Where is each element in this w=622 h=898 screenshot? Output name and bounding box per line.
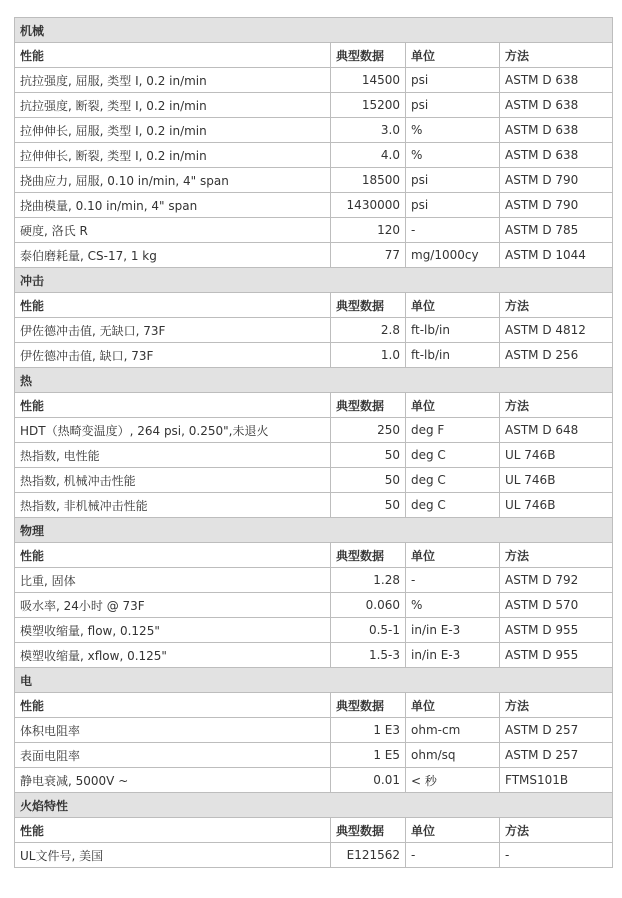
section-header-row xyxy=(15,668,613,693)
column-header-property: 性能 xyxy=(15,43,331,68)
column-header-row xyxy=(15,293,613,318)
cell-property: 抗拉强度, 屈服, 类型 I, 0.2 in/min xyxy=(15,68,331,93)
cell-method: ASTM D 955 xyxy=(500,618,613,643)
table-row xyxy=(15,643,613,668)
cell-property: 泰伯磨耗量, CS-17, 1 kg xyxy=(15,243,331,268)
table-row xyxy=(15,568,613,593)
cell-value: 14500 xyxy=(331,68,406,93)
cell-unit: in/in E-3 xyxy=(406,618,500,643)
section-title: 冲击 xyxy=(15,268,613,293)
cell-unit: deg C xyxy=(406,443,500,468)
column-header-method: 方法 xyxy=(500,818,613,843)
cell-property: 模塑收缩量, xflow, 0.125" xyxy=(15,643,331,668)
table-row xyxy=(15,718,613,743)
cell-value: 1430000 xyxy=(331,193,406,218)
column-header-row xyxy=(15,43,613,68)
cell-unit: < 秒 xyxy=(406,768,500,793)
cell-property: 比重, 固体 xyxy=(15,568,331,593)
cell-unit: % xyxy=(406,143,500,168)
cell-method: ASTM D 638 xyxy=(500,143,613,168)
cell-method: UL 746B xyxy=(500,443,613,468)
cell-unit: psi xyxy=(406,68,500,93)
cell-method: ASTM D 790 xyxy=(500,193,613,218)
cell-value: 0.01 xyxy=(331,768,406,793)
cell-unit: psi xyxy=(406,93,500,118)
column-header-value: 典型数据 xyxy=(331,393,406,418)
cell-method: ASTM D 257 xyxy=(500,743,613,768)
cell-value: 1 E5 xyxy=(331,743,406,768)
cell-property: 静电衰减, 5000V ~ xyxy=(15,768,331,793)
cell-unit: - xyxy=(406,843,500,868)
cell-unit: deg C xyxy=(406,468,500,493)
column-header-unit: 单位 xyxy=(406,293,500,318)
cell-property: 热指数, 非机械冲击性能 xyxy=(15,493,331,518)
cell-value: 50 xyxy=(331,468,406,493)
cell-property: 硬度, 洛氏 R xyxy=(15,218,331,243)
cell-value: 3.0 xyxy=(331,118,406,143)
column-header-value: 典型数据 xyxy=(331,693,406,718)
table-row xyxy=(15,768,613,793)
cell-method: ASTM D 4812 xyxy=(500,318,613,343)
properties-table xyxy=(14,17,613,868)
cell-property: 拉伸伸长, 屈服, 类型 I, 0.2 in/min xyxy=(15,118,331,143)
column-header-row xyxy=(15,693,613,718)
cell-value: 18500 xyxy=(331,168,406,193)
column-header-row xyxy=(15,543,613,568)
cell-unit: ohm/sq xyxy=(406,743,500,768)
column-header-property: 性能 xyxy=(15,393,331,418)
cell-method: ASTM D 638 xyxy=(500,68,613,93)
cell-value: 0.060 xyxy=(331,593,406,618)
cell-method: UL 746B xyxy=(500,468,613,493)
cell-property: 抗拉强度, 断裂, 类型 I, 0.2 in/min xyxy=(15,93,331,118)
section-title: 物理 xyxy=(15,518,613,543)
column-header-method: 方法 xyxy=(500,43,613,68)
cell-method: ASTM D 792 xyxy=(500,568,613,593)
table-row xyxy=(15,343,613,368)
cell-value: 1.28 xyxy=(331,568,406,593)
cell-property: 体积电阻率 xyxy=(15,718,331,743)
cell-value: 250 xyxy=(331,418,406,443)
column-header-row xyxy=(15,818,613,843)
cell-property: 伊佐德冲击值, 无缺口, 73F xyxy=(15,318,331,343)
cell-property: 挠曲应力, 屈服, 0.10 in/min, 4" span xyxy=(15,168,331,193)
column-header-unit: 单位 xyxy=(406,543,500,568)
cell-value: 50 xyxy=(331,493,406,518)
cell-property: 伊佐德冲击值, 缺口, 73F xyxy=(15,343,331,368)
cell-property: 热指数, 电性能 xyxy=(15,443,331,468)
cell-unit: mg/1000cy xyxy=(406,243,500,268)
cell-property: 表面电阻率 xyxy=(15,743,331,768)
cell-value: 15200 xyxy=(331,93,406,118)
cell-unit: % xyxy=(406,593,500,618)
column-header-property: 性能 xyxy=(15,293,331,318)
cell-method: ASTM D 638 xyxy=(500,118,613,143)
cell-unit: ft-lb/in xyxy=(406,318,500,343)
cell-property: 热指数, 机械冲击性能 xyxy=(15,468,331,493)
column-header-unit: 单位 xyxy=(406,818,500,843)
cell-method: ASTM D 648 xyxy=(500,418,613,443)
table-row xyxy=(15,218,613,243)
section-header-row xyxy=(15,268,613,293)
section-header-row xyxy=(15,18,613,43)
section-header-row xyxy=(15,518,613,543)
cell-unit: psi xyxy=(406,168,500,193)
column-header-unit: 单位 xyxy=(406,393,500,418)
section-title: 热 xyxy=(15,368,613,393)
section-header-row xyxy=(15,368,613,393)
cell-method: ASTM D 638 xyxy=(500,93,613,118)
table-row xyxy=(15,168,613,193)
table-row xyxy=(15,493,613,518)
cell-method: ASTM D 790 xyxy=(500,168,613,193)
cell-value: 120 xyxy=(331,218,406,243)
section-title: 机械 xyxy=(15,18,613,43)
column-header-row xyxy=(15,393,613,418)
table-row xyxy=(15,843,613,868)
section-header-row xyxy=(15,793,613,818)
cell-unit: ohm-cm xyxy=(406,718,500,743)
cell-value: 1.0 xyxy=(331,343,406,368)
cell-value: 0.5-1 xyxy=(331,618,406,643)
table-row xyxy=(15,743,613,768)
cell-method: UL 746B xyxy=(500,493,613,518)
column-header-property: 性能 xyxy=(15,818,331,843)
column-header-unit: 单位 xyxy=(406,43,500,68)
cell-method: - xyxy=(500,843,613,868)
cell-method: FTMS101B xyxy=(500,768,613,793)
cell-method: ASTM D 256 xyxy=(500,343,613,368)
column-header-unit: 单位 xyxy=(406,693,500,718)
cell-property: UL文件号, 美国 xyxy=(15,843,331,868)
cell-unit: - xyxy=(406,568,500,593)
cell-unit: % xyxy=(406,118,500,143)
column-header-method: 方法 xyxy=(500,393,613,418)
cell-method: ASTM D 785 xyxy=(500,218,613,243)
cell-value: 4.0 xyxy=(331,143,406,168)
cell-unit: in/in E-3 xyxy=(406,643,500,668)
table-row xyxy=(15,593,613,618)
column-header-property: 性能 xyxy=(15,693,331,718)
column-header-value: 典型数据 xyxy=(331,818,406,843)
properties-table-body xyxy=(15,18,613,868)
column-header-method: 方法 xyxy=(500,293,613,318)
table-row xyxy=(15,468,613,493)
column-header-value: 典型数据 xyxy=(331,543,406,568)
cell-value: E121562 xyxy=(331,843,406,868)
cell-method: ASTM D 1044 xyxy=(500,243,613,268)
column-header-value: 典型数据 xyxy=(331,43,406,68)
cell-unit: ft-lb/in xyxy=(406,343,500,368)
section-title: 火焰特性 xyxy=(15,793,613,818)
cell-value: 2.8 xyxy=(331,318,406,343)
cell-property: 挠曲模量, 0.10 in/min, 4" span xyxy=(15,193,331,218)
cell-value: 1 E3 xyxy=(331,718,406,743)
table-row xyxy=(15,68,613,93)
column-header-property: 性能 xyxy=(15,543,331,568)
table-row xyxy=(15,93,613,118)
column-header-method: 方法 xyxy=(500,543,613,568)
cell-property: 拉伸伸长, 断裂, 类型 I, 0.2 in/min xyxy=(15,143,331,168)
cell-unit: - xyxy=(406,218,500,243)
table-row xyxy=(15,318,613,343)
table-row xyxy=(15,418,613,443)
cell-property: HDT（热畸变温度）, 264 psi, 0.250",未退火 xyxy=(15,418,331,443)
table-row xyxy=(15,618,613,643)
cell-value: 77 xyxy=(331,243,406,268)
table-row xyxy=(15,443,613,468)
cell-unit: deg C xyxy=(406,493,500,518)
cell-method: ASTM D 257 xyxy=(500,718,613,743)
cell-unit: deg F xyxy=(406,418,500,443)
cell-property: 模塑收缩量, flow, 0.125" xyxy=(15,618,331,643)
cell-value: 50 xyxy=(331,443,406,468)
section-title: 电 xyxy=(15,668,613,693)
table-row xyxy=(15,118,613,143)
cell-method: ASTM D 955 xyxy=(500,643,613,668)
table-row xyxy=(15,193,613,218)
column-header-value: 典型数据 xyxy=(331,293,406,318)
cell-value: 1.5-3 xyxy=(331,643,406,668)
table-row xyxy=(15,243,613,268)
column-header-method: 方法 xyxy=(500,693,613,718)
cell-unit: psi xyxy=(406,193,500,218)
table-row xyxy=(15,143,613,168)
cell-property: 吸水率, 24小时 @ 73F xyxy=(15,593,331,618)
cell-method: ASTM D 570 xyxy=(500,593,613,618)
